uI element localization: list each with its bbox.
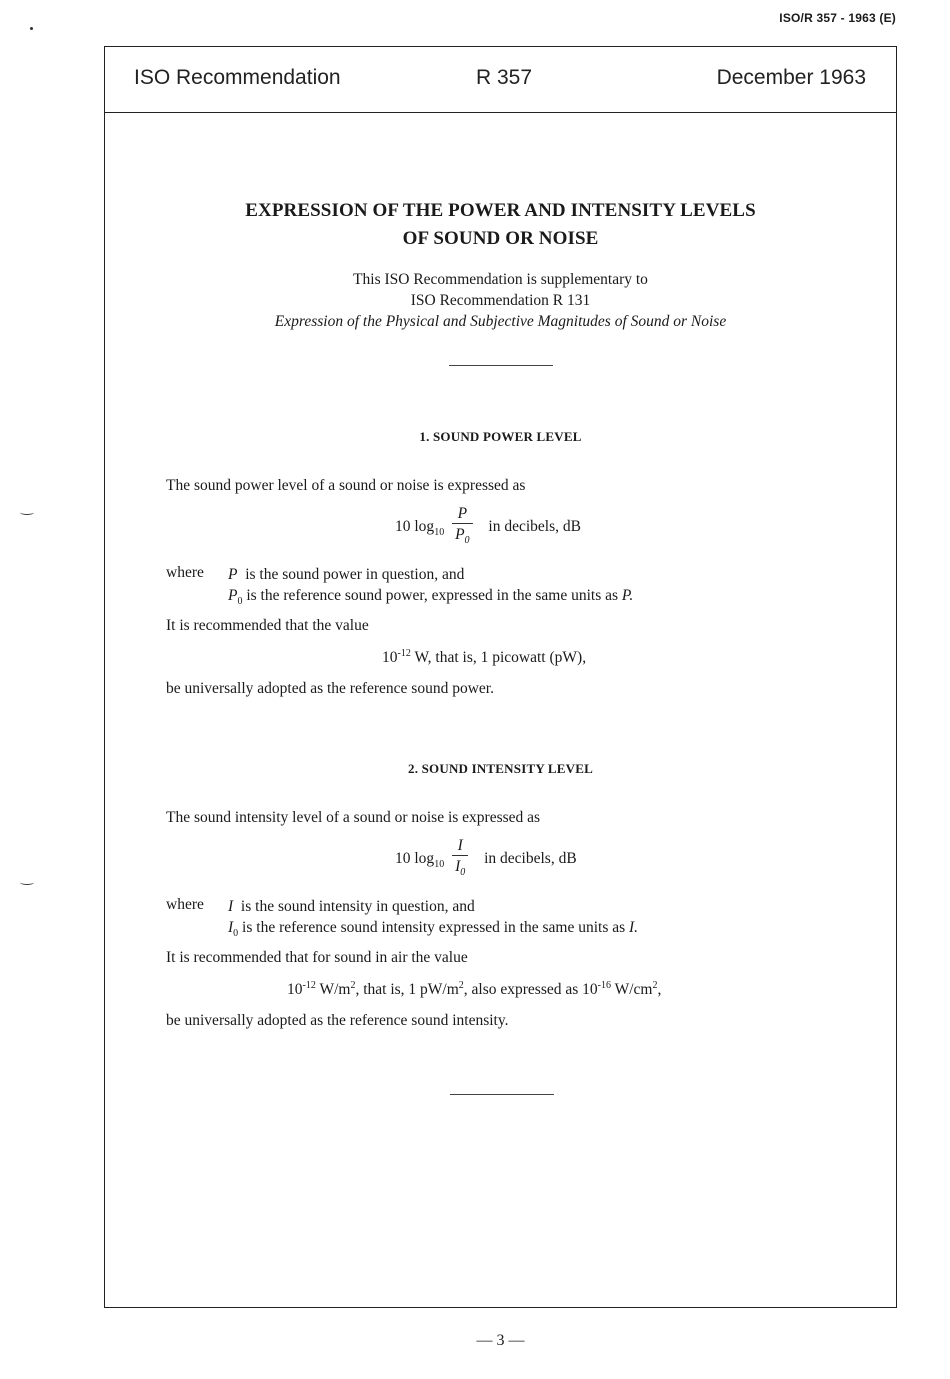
section-2-conclusion: be universally adopted as the reference sound intensity. bbox=[166, 1012, 509, 1029]
unit-exponent: 2 bbox=[350, 980, 356, 991]
section-1-intro: The sound power level of a sound or noise is expressed as bbox=[166, 477, 526, 494]
where-definitions-1 bbox=[228, 564, 633, 612]
definition-text: is the sound intensity in question, and bbox=[240, 898, 475, 915]
value-exponent: -12 bbox=[397, 648, 411, 659]
section-2-recommend: It is recommended that for sound in air the value bbox=[166, 949, 468, 966]
section-2-intro: The sound intensity level of a sound or noise is expressed as bbox=[166, 809, 541, 826]
divider-2 bbox=[450, 1094, 554, 1095]
formula-suffix: in decibels, dB bbox=[488, 518, 581, 536]
value-end: , bbox=[657, 981, 662, 999]
section-1-reference-value bbox=[382, 648, 586, 667]
formula-prefix: 10 log bbox=[395, 850, 435, 868]
title-line-2: OF SOUND OR NOISE bbox=[402, 228, 599, 249]
margin-mark-2 bbox=[20, 880, 34, 885]
margin-speck bbox=[30, 27, 33, 30]
document-reference: ISO/R 357 - 1963 (E) bbox=[779, 11, 896, 25]
value-exponent: -12 bbox=[302, 980, 316, 991]
definition-line bbox=[228, 585, 633, 612]
supplement-note bbox=[104, 269, 897, 332]
header-number: R 357 bbox=[476, 66, 533, 89]
where-label-2: where bbox=[166, 896, 204, 913]
denominator-sub: 0 bbox=[460, 867, 466, 879]
formula-numerator: I bbox=[457, 837, 463, 854]
symbol: I bbox=[228, 898, 234, 915]
header-left: ISO Recommendation bbox=[134, 66, 341, 89]
definition-text: is the reference sound intensity expressed in the same units as bbox=[242, 919, 626, 936]
formula-log-base: 10 bbox=[434, 527, 445, 539]
value-text: W, that is, 1 picowatt (pW), bbox=[414, 649, 587, 667]
formula-suffix: in decibels, dB bbox=[484, 850, 577, 868]
symbol: P bbox=[228, 587, 238, 604]
section-1-heading: 1. SOUND POWER LEVEL bbox=[419, 429, 582, 444]
definition-line bbox=[228, 564, 633, 585]
section-2-reference-value bbox=[287, 980, 661, 999]
value-also: , also expressed as 10 bbox=[463, 981, 598, 999]
symbol-end: I. bbox=[629, 919, 639, 936]
value-base: 10 bbox=[382, 649, 398, 667]
formula-prefix: 10 log bbox=[395, 518, 435, 536]
section-2-heading: 2. SOUND INTENSITY LEVEL bbox=[408, 761, 593, 776]
supplement-line-3: Expression of the Physical and Subjective Magnitudes of Sound or Noise bbox=[274, 313, 727, 330]
formula-denominator bbox=[452, 523, 472, 550]
definition-text: is the reference sound power, expressed in the same units as bbox=[246, 587, 619, 604]
definition-line bbox=[228, 917, 638, 944]
value-base: 10 bbox=[287, 981, 303, 999]
formula-numerator: P bbox=[457, 505, 468, 522]
denominator-symbol: P bbox=[455, 526, 465, 543]
formula-denominator bbox=[452, 855, 468, 882]
margin-mark-1 bbox=[20, 510, 34, 515]
value-mid: , that is, 1 pW/m bbox=[355, 981, 459, 999]
definition-line bbox=[228, 896, 638, 917]
where-definitions-2 bbox=[228, 896, 638, 944]
symbol-end: P. bbox=[621, 587, 634, 604]
header-rule bbox=[104, 112, 897, 113]
header-date: December 1963 bbox=[716, 66, 866, 89]
also-exponent: -16 bbox=[597, 980, 611, 991]
value-unit: W/m bbox=[319, 981, 351, 999]
mid-exponent: 2 bbox=[458, 980, 464, 991]
section-1-recommend: It is recommended that the value bbox=[166, 617, 369, 634]
symbol-sub: 0 bbox=[233, 928, 239, 940]
divider-1 bbox=[449, 365, 553, 366]
also-unit-exponent: 2 bbox=[652, 980, 658, 991]
section-1-formula bbox=[395, 505, 581, 550]
document-title bbox=[104, 197, 897, 253]
section-2-formula bbox=[395, 837, 577, 882]
formula-fraction bbox=[452, 837, 468, 882]
symbol: P bbox=[228, 566, 238, 583]
section-1-conclusion: be universally adopted as the reference sound power. bbox=[166, 680, 494, 697]
where-label-1: where bbox=[166, 564, 204, 581]
definition-text: is the sound power in question, and bbox=[245, 566, 465, 583]
symbol-sub: 0 bbox=[237, 596, 243, 608]
denominator-sub: 0 bbox=[464, 535, 470, 547]
formula-log-base: 10 bbox=[434, 859, 445, 871]
formula-fraction bbox=[452, 505, 472, 550]
title-line-1: EXPRESSION OF THE POWER AND INTENSITY LEVELS bbox=[245, 200, 756, 221]
supplement-line-1: This ISO Recommendation is supplementary to bbox=[353, 271, 648, 288]
page-number: — 3 — bbox=[476, 1332, 525, 1349]
denominator-symbol: I bbox=[455, 858, 461, 875]
symbol: I bbox=[228, 919, 234, 936]
supplement-line-2: ISO Recommendation R 131 bbox=[410, 292, 591, 309]
also-unit: W/cm bbox=[614, 981, 653, 999]
